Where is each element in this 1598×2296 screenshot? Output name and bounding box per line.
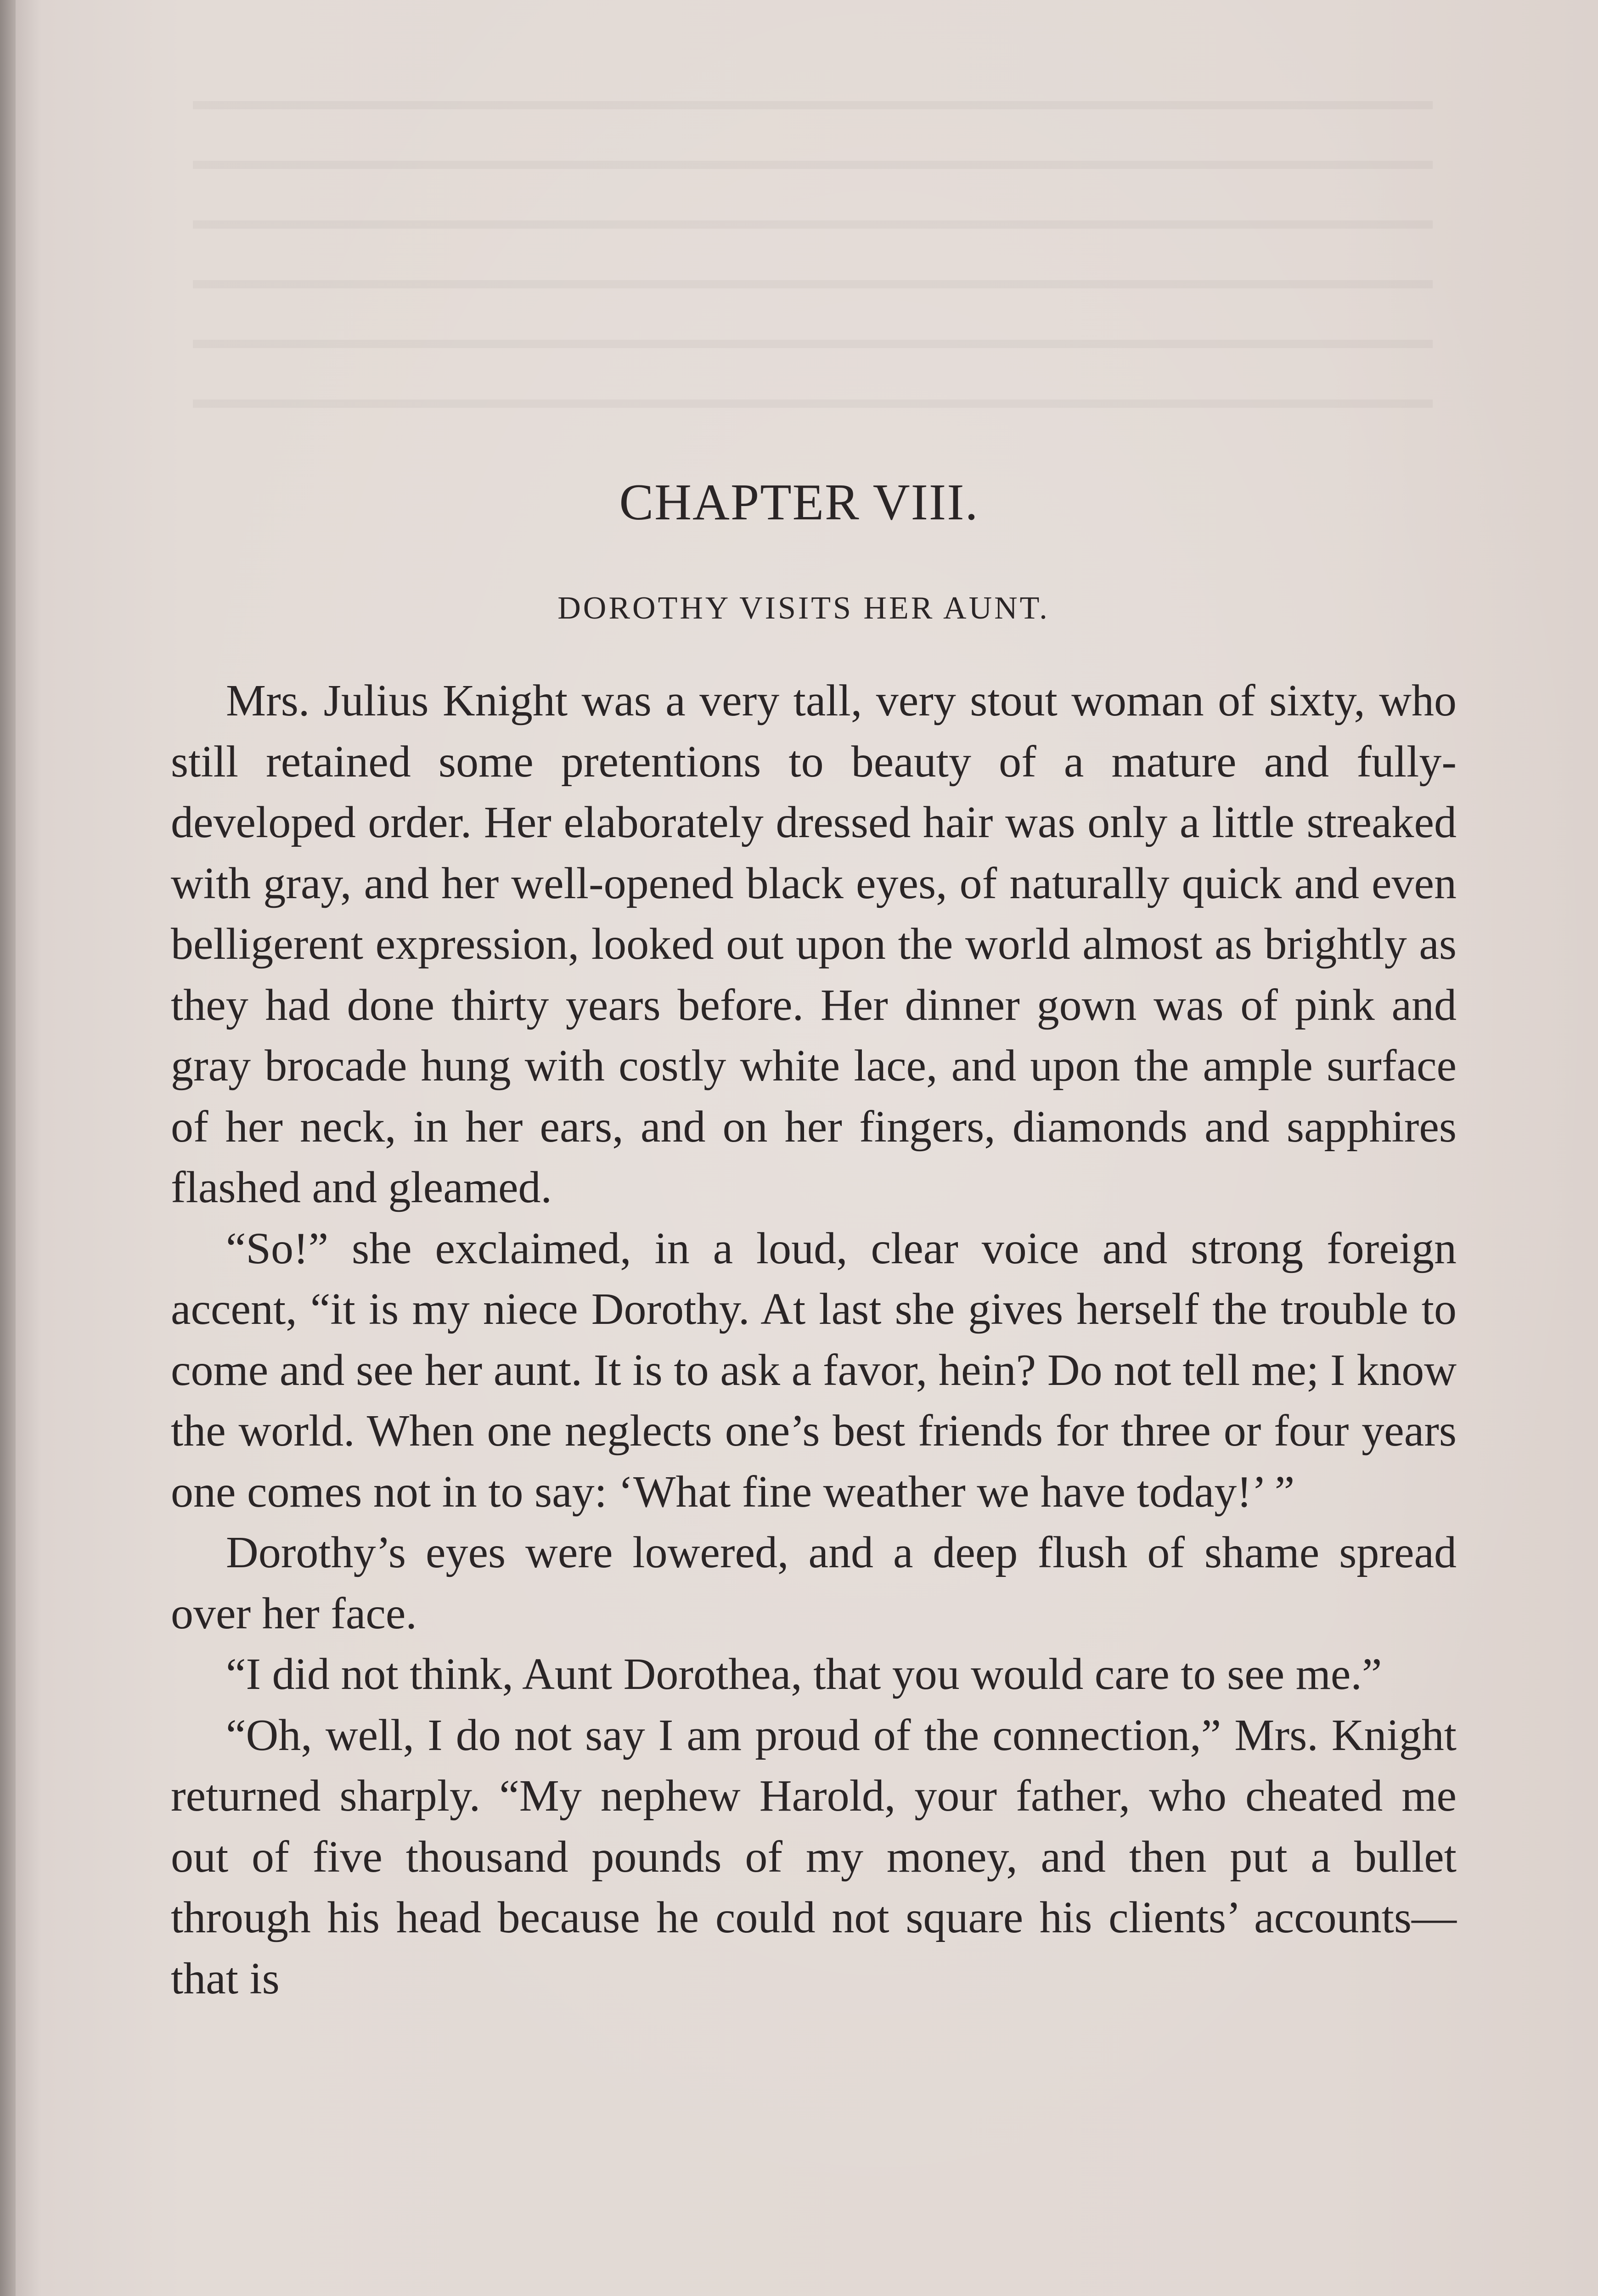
paragraph: “Oh, well, I do not say I am proud of the connection,” Mrs. Knight returned sharply. “My nephew Harold, your father, who cheated me out of five thousand pounds of my money, and then put a bullet through his head because he could not square his clients’ accounts—that is (171, 1710, 1457, 2003)
paragraph: “So!” she exclaimed, in a loud, clear voice and strong foreign accent, “it is my niece Dorothy. At last she gives herself the trouble to come and see her aunt. It is to ask a favor, hein? Do not tell me; I know the world. When one neglects one’s best friends for three or four years one comes not in to say: ‘What fine weather we have today!’ ” (171, 1223, 1457, 1517)
bleed-through-texture (193, 101, 1433, 422)
chapter-text (171, 670, 1457, 2009)
paragraph: Mrs. Julius Knight was a very tall, very stout woman of sixty, who still retained some pretentions to beauty of a mature and fully-developed order. Her elaborately dressed hair was only a little streaked with gray, and her well-opened black eyes, of naturally quick and even belligerent expression, looked out upon the world almost as brightly as they had done thirty years before. Her dinner gown was of pink and gray brocade hung with costly white lace, and upon the ample surface of her neck, in her ears, and on her fingers, diamonds and sapphires flashed and gleamed. (171, 676, 1457, 1212)
paragraph: “I did not think, Aunt Dorothea, that you would care to see me.” (226, 1649, 1382, 1699)
chapter-title: CHAPTER VIII. (619, 474, 979, 531)
paragraph: Dorothy’s eyes were lowered, and a deep flush of shame spread over her face. (171, 1528, 1457, 1638)
chapter-subtitle: DOROTHY VISITS HER AUNT. (557, 591, 1050, 626)
page-binding-edge (0, 0, 16, 2296)
